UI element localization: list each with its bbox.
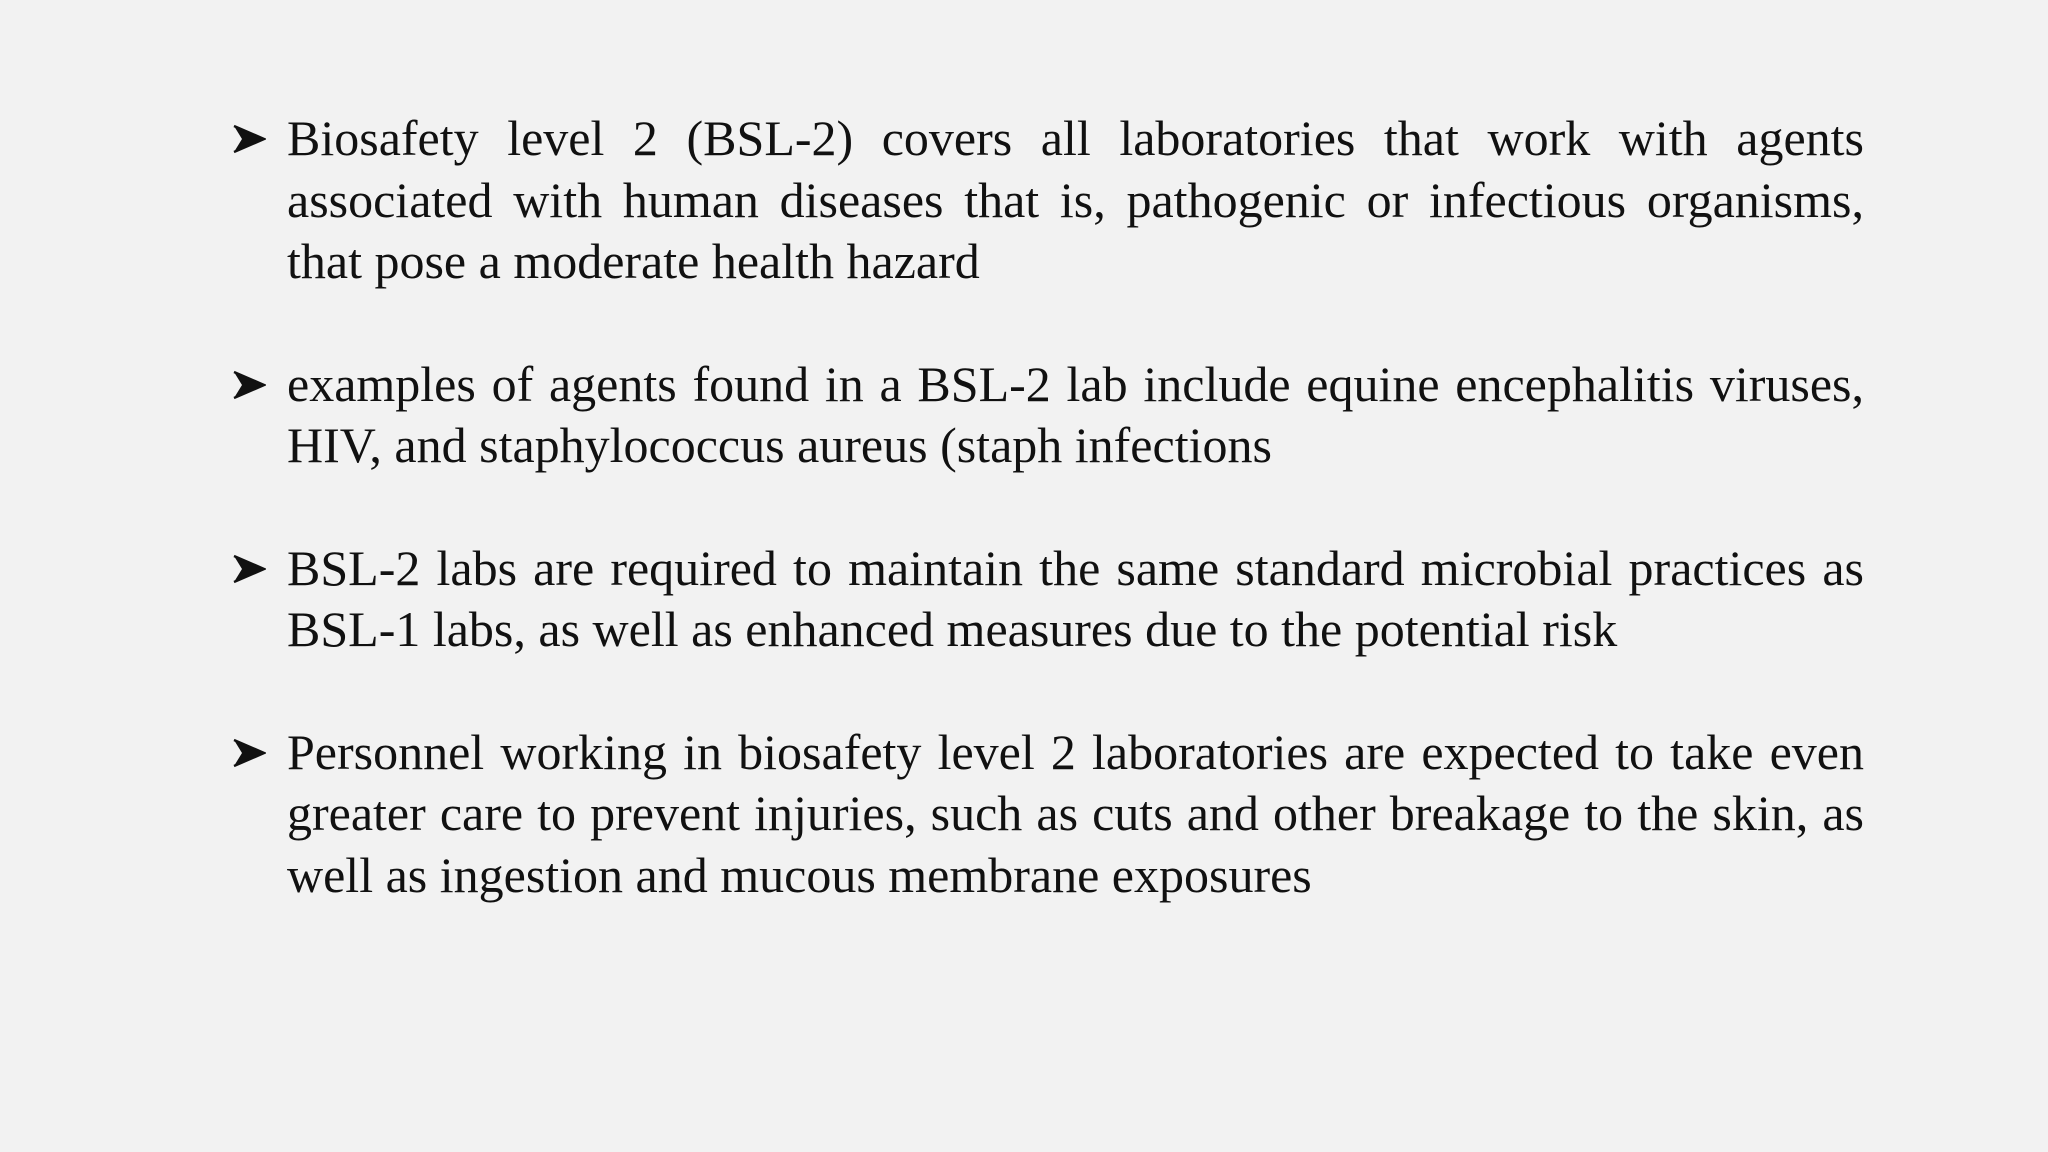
bullet-item-1 bbox=[232, 108, 1864, 293]
arrowhead-bullet-icon bbox=[232, 124, 266, 154]
arrowhead-bullet-icon bbox=[232, 554, 266, 584]
bullet-text-1: Biosafety level 2 (BSL-2) covers all laboratories that work with agents associated with human diseases that is, pathogenic or infectious organisms, that pose a moderate health hazard bbox=[287, 110, 1864, 289]
bullet-text-2: examples of agents found in a BSL-2 lab include equine encephalitis viruses, HIV, and staphylococcus aureus (staph infections bbox=[287, 355, 1864, 473]
arrowhead-bullet-icon bbox=[232, 370, 266, 400]
arrowhead-bullet-icon bbox=[232, 738, 266, 768]
bullet-item-3 bbox=[232, 538, 1864, 661]
bullet-item-4 bbox=[232, 722, 1864, 907]
bullet-list bbox=[232, 108, 1864, 906]
bullet-text-3: BSL-2 labs are required to maintain the same standard microbial practices as BSL-1 labs, as well as enhanced measures due to the potential risk bbox=[287, 539, 1864, 657]
bullet-item-2 bbox=[232, 354, 1864, 477]
bullet-text-4: Personnel working in biosafety level 2 laboratories are expected to take even greater care to prevent injuries, such as cuts and other breakage to the skin, as well as ingestion and mucous membrane exposures bbox=[287, 723, 1864, 903]
